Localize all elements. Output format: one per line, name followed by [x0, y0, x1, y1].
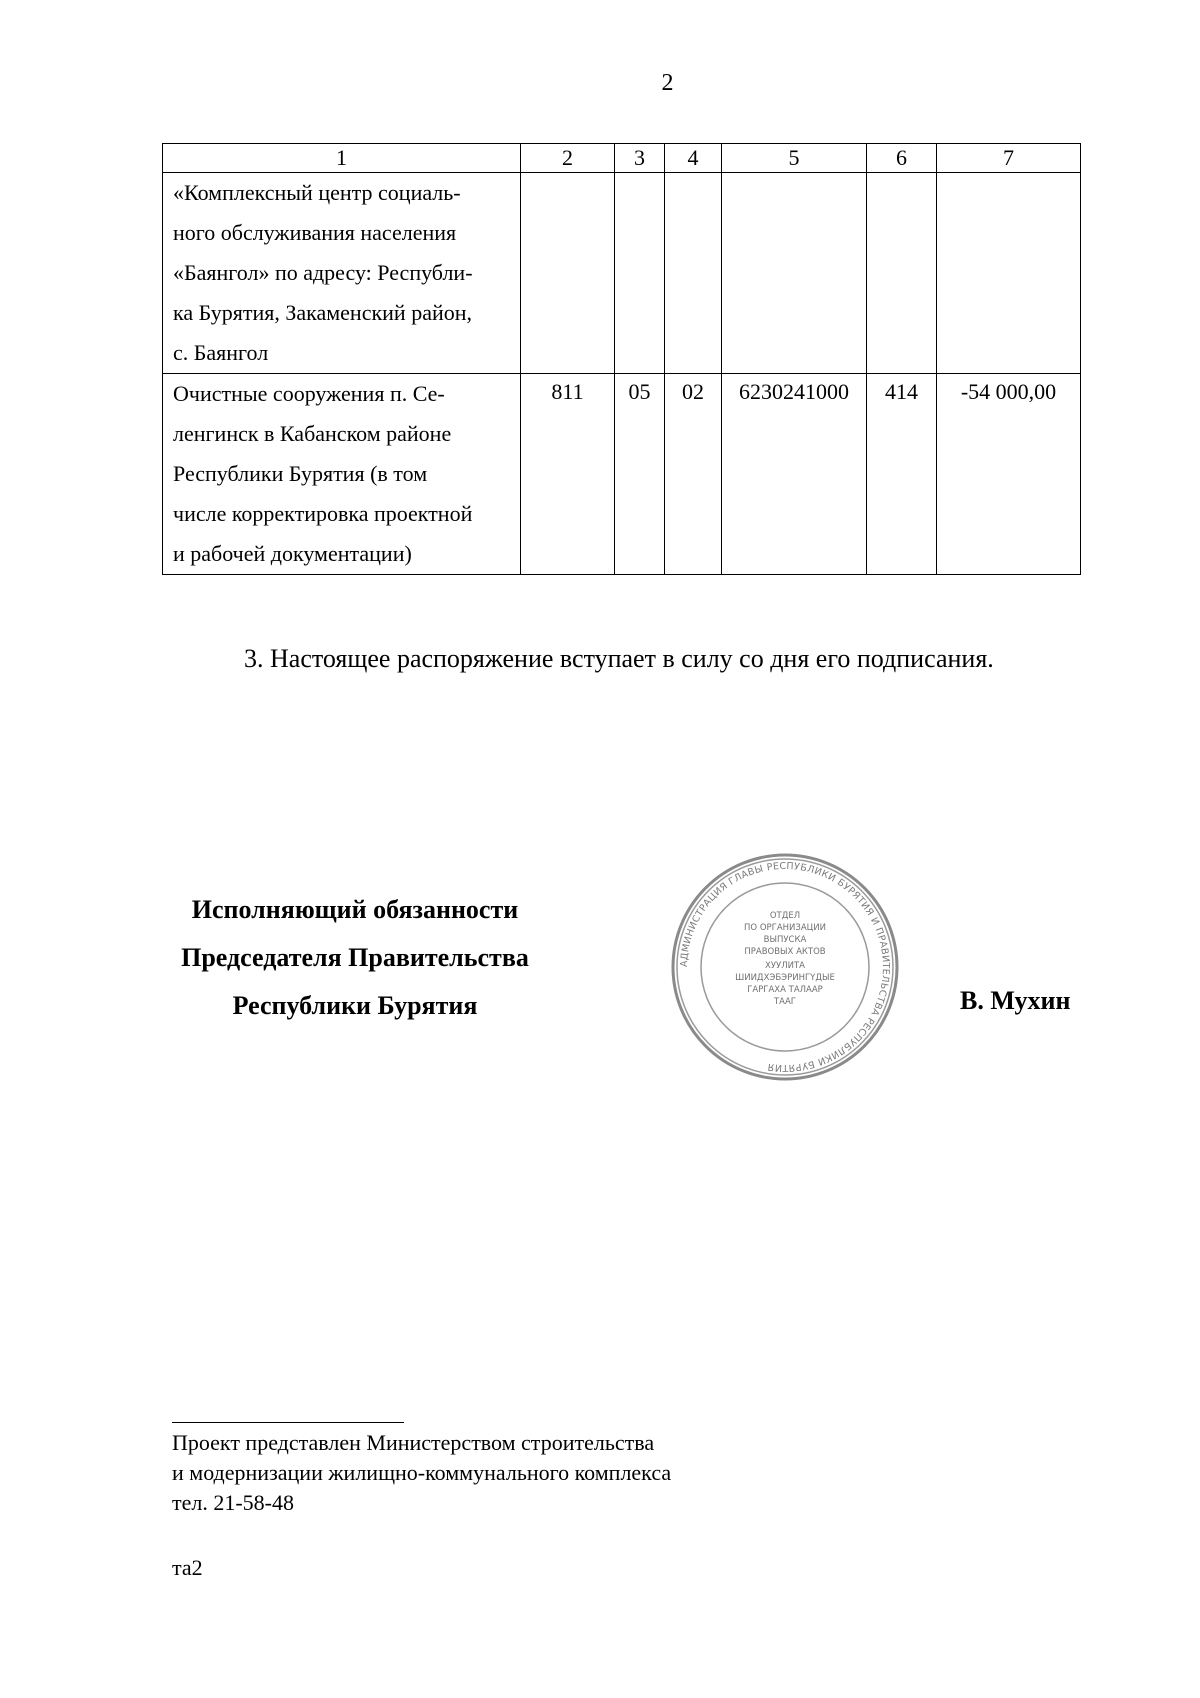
signatory-name: В. Мухин — [960, 986, 1071, 1015]
page-number: 2 — [661, 70, 674, 96]
section-cell: 05 — [615, 374, 665, 575]
amount-cell — [937, 173, 1081, 374]
description-line: с. Баянгол — [173, 340, 269, 365]
column-header: 1 — [163, 144, 521, 173]
footnote-line: и модернизации жилищно-коммунального комплекса — [172, 1460, 672, 1485]
expense-type-cell: 414 — [867, 374, 937, 575]
column-header: 7 — [937, 144, 1081, 173]
budget-table — [162, 143, 1081, 575]
seal-inner-line: ГАРГАХА ТАЛААР — [747, 985, 823, 995]
seal-inner-line: ТААГ — [773, 997, 797, 1007]
official-seal-stamp — [670, 852, 900, 1082]
seal-inner-line: ШИИДХЭБЭРИНГҮДЫЕ — [735, 973, 835, 983]
description-line: Республики Бурятия (в том — [173, 461, 428, 486]
description-line: ленгинск в Кабанском районе — [173, 421, 452, 446]
description-line: «Комплексный центр социаль- — [173, 180, 461, 205]
object-description — [163, 173, 521, 374]
footnote-line: тел. 21-58-48 — [172, 1490, 295, 1515]
signatory-title-line: Республики Бурятия — [232, 991, 478, 1020]
seal-inner-line: ПРАВОВЫХ АКТОВ — [744, 947, 826, 957]
target-item-cell — [722, 173, 867, 374]
footnote-line: Проект представлен Министерством строительства — [172, 1430, 655, 1455]
table-row — [163, 374, 1081, 575]
subsection-cell: 02 — [665, 374, 722, 575]
description-line: Очистные сооружения п. Се- — [173, 381, 445, 406]
section-cell — [615, 173, 665, 374]
seal-inner-line: ВЫПУСКА — [763, 935, 807, 945]
description-line: и рабочей документации) — [173, 541, 412, 566]
column-header: 2 — [521, 144, 615, 173]
column-header: 3 — [615, 144, 665, 173]
seal-outer-text: АДМИНИСТРАЦИЯ ГЛАВЫ РЕСПУБЛИКИ БУРЯТИЯ И ПРАВИТЕЛЬСТВА РЕСПУБЛИКИ БУРЯТИЯ — [678, 860, 892, 1074]
column-header: 4 — [665, 144, 722, 173]
effective-date-clause: 3. Настоящее распоряжение вступает в силу со дня его подписания. — [244, 644, 994, 673]
expense-type-cell — [867, 173, 937, 374]
footnote-divider — [172, 1422, 404, 1423]
subsection-cell — [665, 173, 722, 374]
description-line: числе корректировка проектной — [173, 501, 473, 526]
column-header: 5 — [722, 144, 867, 173]
description-line: ка Бурятия, Закаменский район, — [173, 300, 473, 325]
object-description — [163, 374, 521, 575]
footnote — [172, 1428, 671, 1518]
signatory-title — [160, 886, 550, 1030]
column-header: 6 — [867, 144, 937, 173]
amount-cell: -54 000,00 — [937, 374, 1081, 575]
document-code: та2 — [172, 1555, 203, 1580]
ministry-code-cell: 811 — [521, 374, 615, 575]
table-header-row — [163, 144, 1081, 173]
description-line: «Баянгол» по адресу: Республи- — [173, 260, 473, 285]
seal-inner-line: ОТДЕЛ — [769, 911, 801, 921]
seal-inner-line: ХУУЛИТА — [765, 961, 805, 971]
signatory-title-line: Председателя Правительства — [181, 943, 529, 972]
target-item-cell: 6230241000 — [722, 374, 867, 575]
seal-inner-line: ПО ОРГАНИЗАЦИИ — [744, 923, 826, 933]
table-row — [163, 173, 1081, 374]
signatory-title-line: Исполняющий обязанности — [191, 895, 519, 924]
ministry-code-cell — [521, 173, 615, 374]
description-line: ного обслуживания населения — [173, 220, 457, 245]
